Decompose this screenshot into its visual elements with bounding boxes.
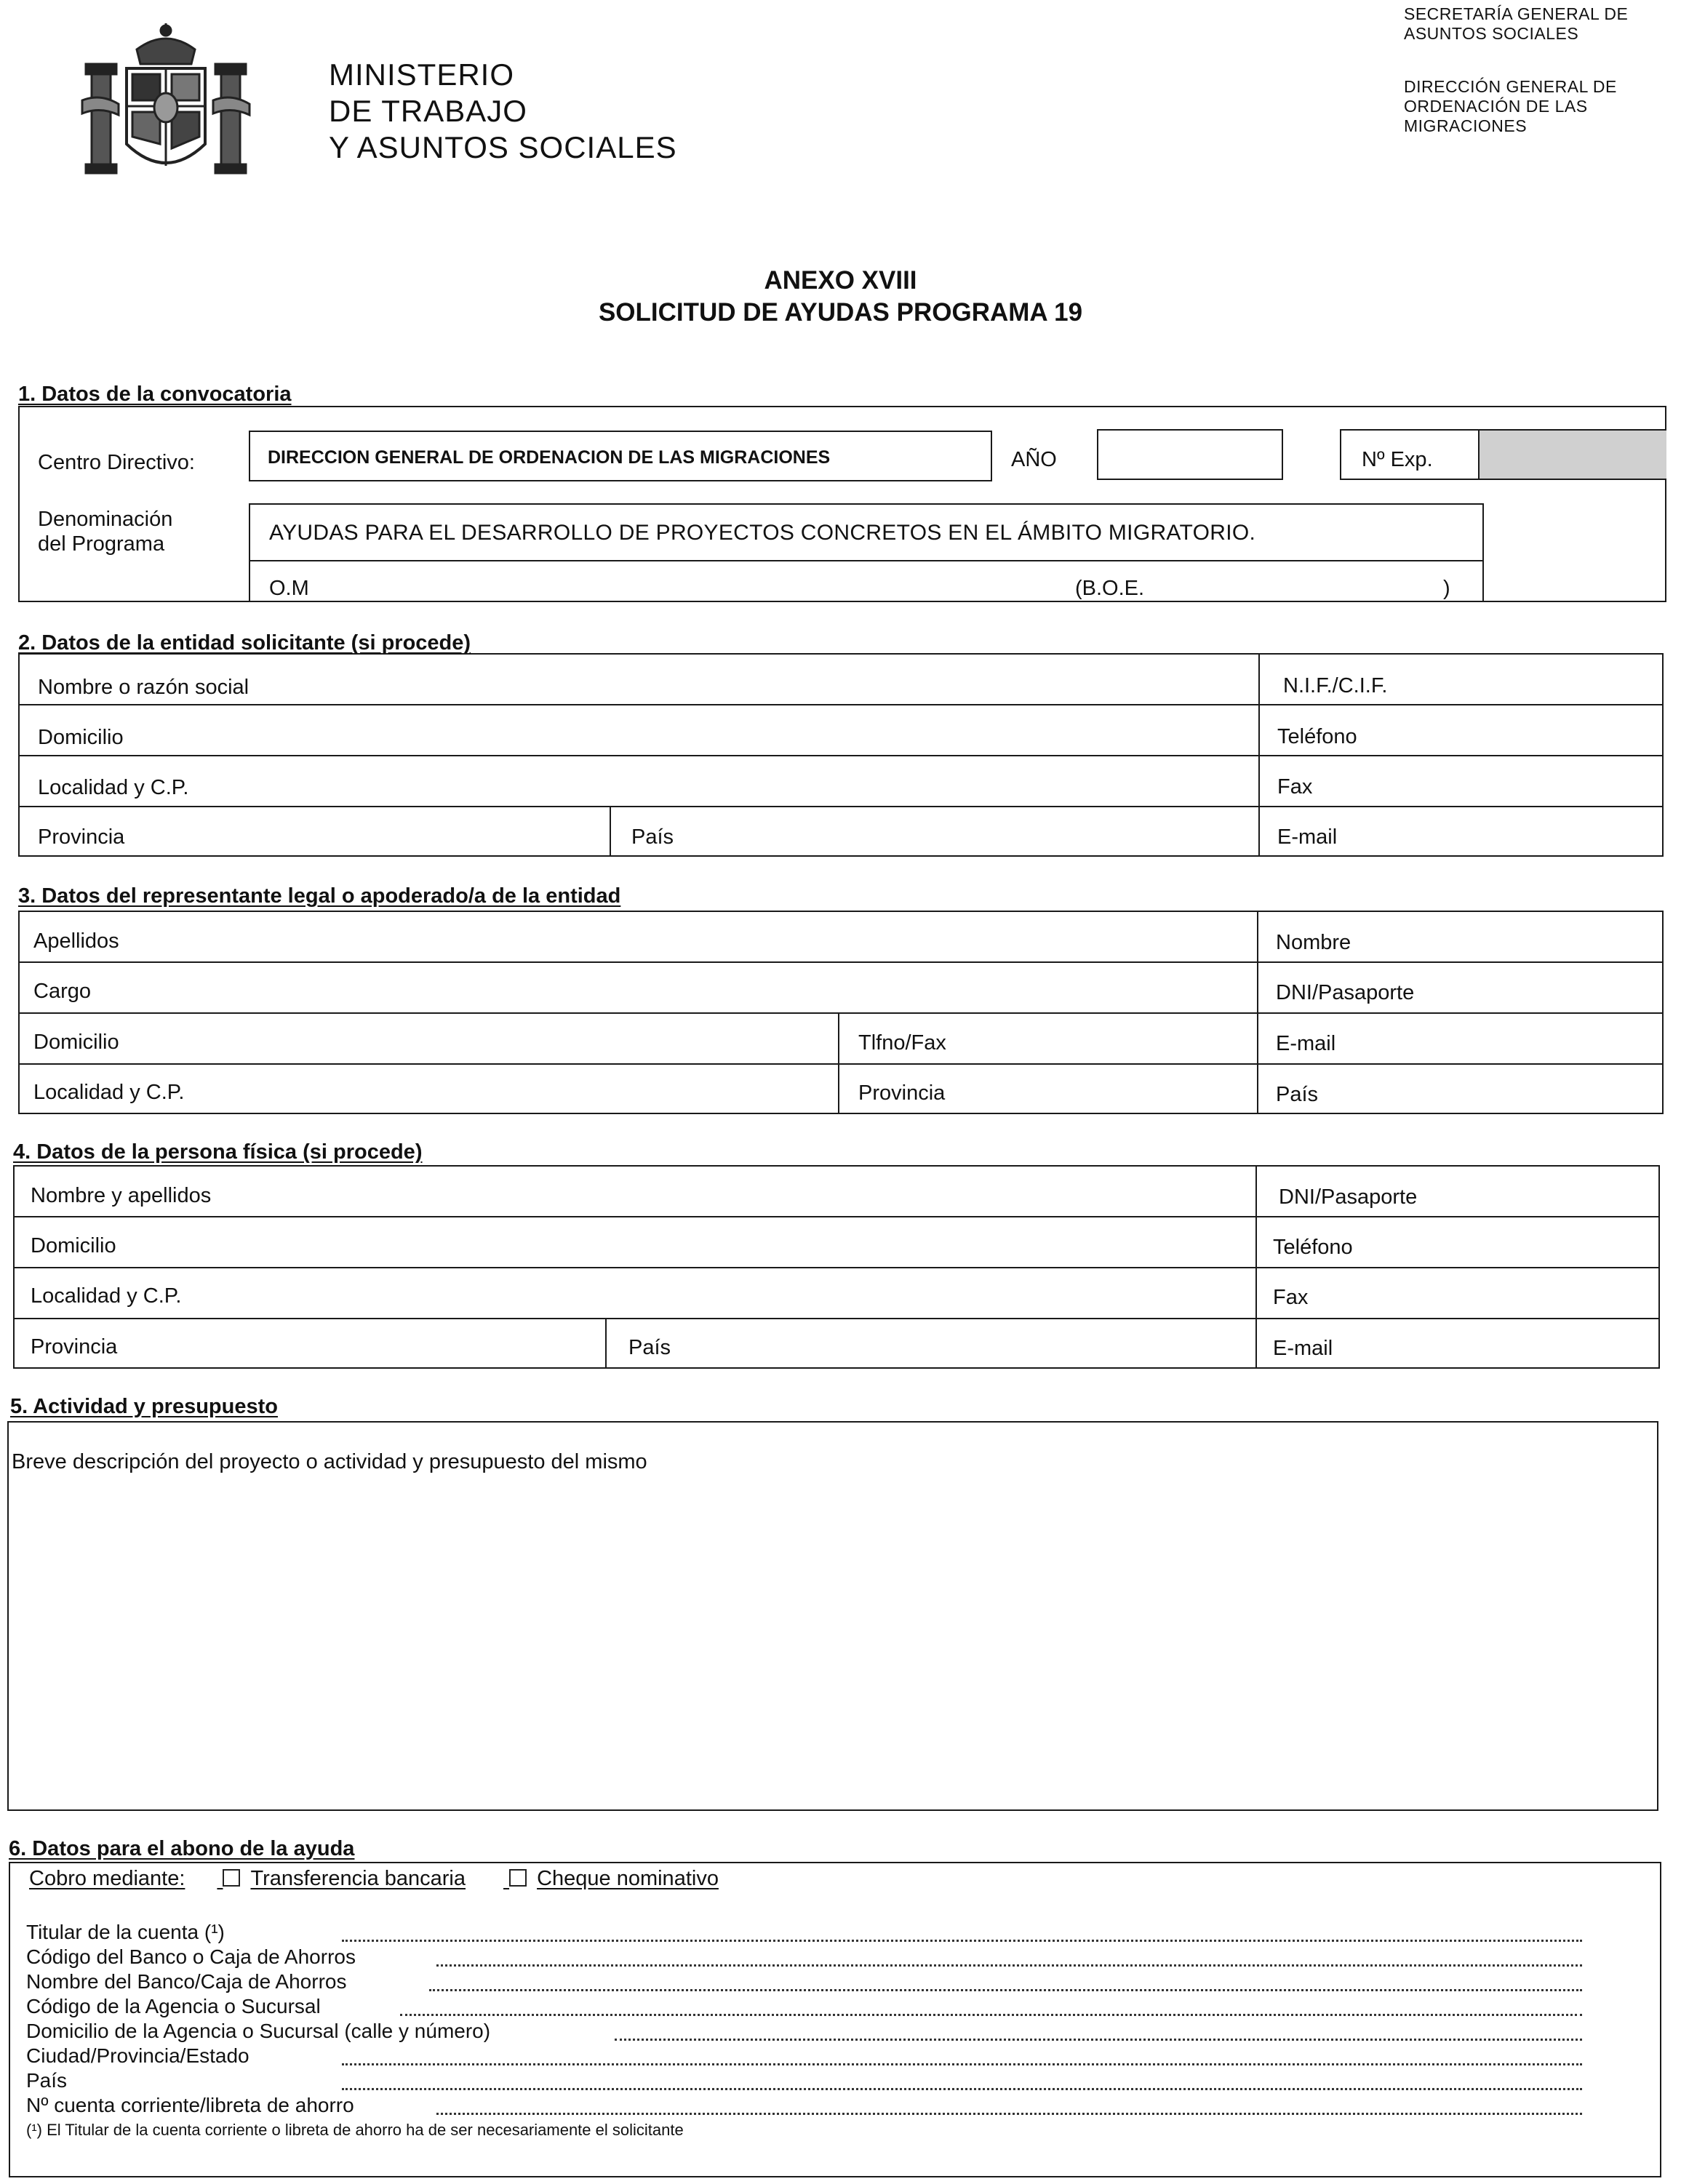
s4-localidad-label[interactable]: Localidad y C.P. (31, 1284, 182, 1308)
s2-pais-label[interactable]: País (631, 825, 674, 849)
s2-row-divider-3 (18, 806, 1664, 807)
s3-row-divider-3 (18, 1063, 1664, 1065)
s2-col-divider (1258, 653, 1260, 857)
title-line-2: SOLICITUD DE AYUDAS PROGRAMA 19 (598, 298, 1083, 327)
cobro-label: Cobro mediante: (29, 1867, 185, 1890)
s4-dni-label[interactable]: DNI/Pasaporte (1279, 1185, 1418, 1209)
direccion-line-2: ORDENACIÓN DE LAS (1404, 97, 1588, 116)
denominacion-label-1: Denominación (38, 508, 173, 531)
om-field[interactable] (327, 575, 1040, 599)
s3-row-divider-2 (18, 1012, 1664, 1014)
nombre-banco-label: Nombre del Banco/Caja de Ahorros (26, 1970, 347, 1993)
s3-nombre-label[interactable]: Nombre (1276, 931, 1351, 954)
s2-email-label[interactable]: E-mail (1277, 825, 1338, 849)
s4-fax-label[interactable]: Fax (1273, 1286, 1309, 1309)
pais-dotted-field[interactable] (342, 2088, 1582, 2090)
s3-mid-divider (838, 1012, 839, 1114)
denominacion-label-2: del Programa (38, 532, 165, 556)
s4-pais-divider (605, 1318, 607, 1369)
s3-dni-label[interactable]: DNI/Pasaporte (1276, 981, 1415, 1004)
s3-apellidos-label[interactable]: Apellidos (33, 929, 119, 953)
s3-pais-label[interactable]: País (1276, 1083, 1319, 1106)
ano-label: AÑO (1011, 448, 1057, 471)
s4-row-divider-1 (13, 1216, 1660, 1217)
transferencia-label[interactable]: Transferencia bancaria (250, 1867, 466, 1890)
secretaria-line-1: SECRETARÍA GENERAL DE (1404, 4, 1629, 23)
ciudad-label: Ciudad/Provincia/Estado (26, 2044, 249, 2067)
s2-row-divider-2 (18, 755, 1664, 756)
section-1-heading: 1. Datos de la convocatoria (18, 383, 292, 406)
boe-label: (B.O.E. (1075, 577, 1145, 600)
s2-nif-label[interactable]: N.I.F./C.I.F. (1283, 674, 1388, 697)
s3-provincia-label[interactable]: Provincia (858, 1081, 946, 1105)
s3-localidad-label[interactable]: Localidad y C.P. (33, 1081, 185, 1104)
ministry-line-2: DE TRABAJO (329, 94, 527, 128)
s4-col-divider (1255, 1165, 1257, 1369)
s4-telefono-label[interactable]: Teléfono (1273, 1236, 1353, 1259)
om-label: O.M (269, 577, 309, 600)
s2-row-divider-1 (18, 704, 1664, 705)
s3-email-label[interactable]: E-mail (1276, 1032, 1336, 1055)
section-3-heading: 3. Datos del representante legal o apoderado/a de la entidad (18, 884, 621, 908)
titular-footnote: (¹) El Titular de la cuenta corriente o libreta de ahorro ha de ser necesariamente el solicitante (26, 2121, 684, 2139)
transferencia-checkbox[interactable] (223, 1869, 240, 1887)
cobro-mediante-row (29, 1868, 719, 1889)
s3-col-divider (1257, 911, 1258, 1114)
s2-domicilio-label[interactable]: Domicilio (38, 726, 124, 749)
s3-tlfno-label[interactable]: Tlfno/Fax (858, 1031, 946, 1055)
s2-fax-label[interactable]: Fax (1277, 775, 1313, 799)
titular-dotted-field[interactable] (342, 1940, 1582, 1942)
section-4-heading: 4. Datos de la persona física (si procede) (13, 1140, 423, 1164)
centro-directivo-label: Centro Directivo: (38, 451, 195, 474)
section-5-heading: 5. Actividad y presupuesto (10, 1395, 278, 1418)
s2-telefono-label[interactable]: Teléfono (1277, 725, 1357, 748)
codigo-agencia-dotted-field[interactable] (400, 2014, 1582, 2016)
s2-localidad-label[interactable]: Localidad y C.P. (38, 776, 189, 799)
codigo-banco-dotted-field[interactable] (436, 1964, 1582, 1967)
s4-row-divider-3 (13, 1318, 1660, 1319)
s3-cargo-label[interactable]: Cargo (33, 980, 91, 1003)
direccion-line-1: DIRECCIÓN GENERAL DE (1404, 77, 1617, 96)
cheque-label[interactable]: Cheque nominativo (537, 1867, 719, 1890)
boe-field[interactable] (1164, 575, 1440, 599)
title-line-1: ANEXO XVIII (764, 266, 917, 295)
ministry-line-1: MINISTERIO (329, 57, 515, 92)
s4-domicilio-label[interactable]: Domicilio (31, 1234, 116, 1257)
nexp-label: Nº Exp. (1362, 448, 1433, 471)
domicilio-agencia-dotted-field[interactable] (615, 2039, 1582, 2041)
ano-field[interactable] (1097, 429, 1283, 480)
codigo-agencia-label: Código de la Agencia o Sucursal (26, 1995, 321, 2017)
direccion-block (1404, 77, 1617, 136)
s4-pais-label[interactable]: País (628, 1336, 671, 1359)
domicilio-agencia-label: Domicilio de la Agencia o Sucursal (calle y número) (26, 2020, 491, 2042)
cheque-checkbox[interactable] (509, 1869, 527, 1887)
cuenta-label: Nº cuenta corriente/libreta de ahorro (26, 2094, 354, 2116)
direccion-line-3: MIGRACIONES (1404, 116, 1528, 135)
s3-domicilio-label[interactable]: Domicilio (33, 1031, 119, 1054)
centro-directivo-value: DIRECCION GENERAL DE ORDENACION DE LAS MIGRACIONES (268, 447, 831, 468)
nexp-shaded-field (1478, 431, 1666, 479)
section-2-heading: 2. Datos de la entidad solicitante (si procede) (18, 631, 471, 655)
s3-row-divider-1 (18, 961, 1664, 963)
s2-provincia-label[interactable]: Provincia (38, 825, 125, 849)
s4-row-divider-2 (13, 1267, 1660, 1268)
section-6-heading: 6. Datos para el abono de la ayuda (9, 1837, 355, 1860)
ministry-line-3: Y ASUNTOS SOCIALES (329, 130, 677, 164)
activity-description-label: Breve descripción del proyecto o actividad y presupuesto del mismo (12, 1450, 647, 1473)
ministry-name (329, 57, 677, 166)
cuenta-dotted-field[interactable] (436, 2113, 1582, 2115)
coat-of-arms-icon (79, 20, 253, 182)
s4-provincia-label[interactable]: Provincia (31, 1335, 118, 1359)
titular-label: Titular de la cuenta (¹) (26, 1921, 225, 1943)
secretaria-line-2: ASUNTOS SOCIALES (1404, 24, 1579, 43)
ciudad-dotted-field[interactable] (342, 2063, 1582, 2065)
denominacion-divider (249, 560, 1484, 561)
codigo-banco-label: Código del Banco o Caja de Ahorros (26, 1945, 356, 1968)
s4-nombre-label[interactable]: Nombre y apellidos (31, 1184, 212, 1207)
s2-pais-divider (610, 806, 611, 857)
boe-close: ) (1443, 577, 1450, 600)
pais-label: País (26, 2069, 68, 2092)
denominacion-value: AYUDAS PARA EL DESARROLLO DE PROYECTOS CONCRETOS EN EL ÁMBITO MIGRATORIO. (269, 521, 1256, 545)
activity-description-field[interactable] (7, 1421, 1658, 1811)
nombre-banco-dotted-field[interactable] (429, 1989, 1582, 1991)
s2-nombre-label[interactable]: Nombre o razón social (38, 676, 249, 699)
document-title (0, 265, 1681, 329)
s4-email-label[interactable]: E-mail (1273, 1337, 1333, 1360)
secretaria-block (1404, 4, 1628, 44)
